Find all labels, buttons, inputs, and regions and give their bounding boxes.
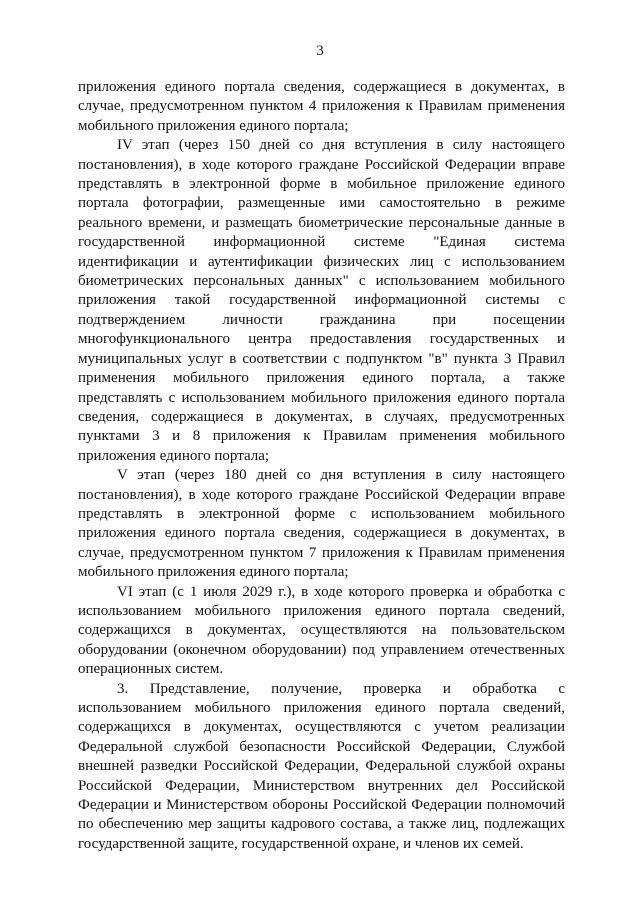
paragraph-continuation: приложения единого портала сведения, содержащиеся в документах, в случае, предусмотренном пунктом 4 приложения к Правилам применения мобильного приложения единого портала; <box>78 79 565 134</box>
page-number: 3 <box>316 43 324 59</box>
document-body <box>78 78 565 854</box>
paragraph-item-3: 3. Представление, получение, проверка и обработка с использованием мобильного приложения единого портала сведений, содержащихся в документах, осуществляются с учетом реализации Федеральной службой безопасности Российской Федерации, Службой внешней разведки Российской Федерации, Федеральной службой охраны Российской Федерации, Министерством внутренних дел Российской Федерации и Министерством обороны Российской Федерации полномочий по обеспечению мер защиты кадрового состава, а также лиц, подлежащих государственной защите, государственной охране, и членов их семей. <box>78 680 565 852</box>
paragraph-stage-iv: IV этап (через 150 дней со дня вступления в силу настоящего постановления), в ходе которого граждане Российской Федерации вправе представлять в электронной форме в мобильное приложение единого портала фотографии, размещенные ими самостоятельно в режиме реального времени, и размещать биометрические персональные данные в государственной информационной системе "Единая система идентификации и аутентификации физических лиц с использованием биометрических персональных данных" с использованием мобильного приложения такой государственной информационной системы с подтверждением личности гражданина при посещении многофункционального центра предоставления государственных и муниципальных услуг в соответствии с подпунктом "в" пункта 3 Правил применения мобильного приложения единого портала, а также представлять с использованием мобильного приложения единого портала сведения, содержащиеся в документах, в случаях, предусмотренных пунктами 3 и 8 приложения к Правилам применения мобильного приложения единого портала; <box>78 137 565 464</box>
paragraph-stage-vi: VI этап (с 1 июля 2029 г.), в ходе которого проверка и обработка с использованием мобильного приложения единого портала сведений, содержащихся в документах, осуществляются на пользовательском оборудовании (оконечном оборудовании) под управлением отечественных операционных систем. <box>78 583 565 678</box>
paragraph-stage-v: V этап (через 180 дней со дня вступления в силу настоящего постановления), в ходе которого граждане Российской Федерации вправе представлять в электронной форме с использованием мобильного приложения единого портала сведения, содержащиеся в документах, в случае, предусмотренном пунктом 7 приложения к Правилам применения мобильного приложения единого портала; <box>78 467 565 581</box>
